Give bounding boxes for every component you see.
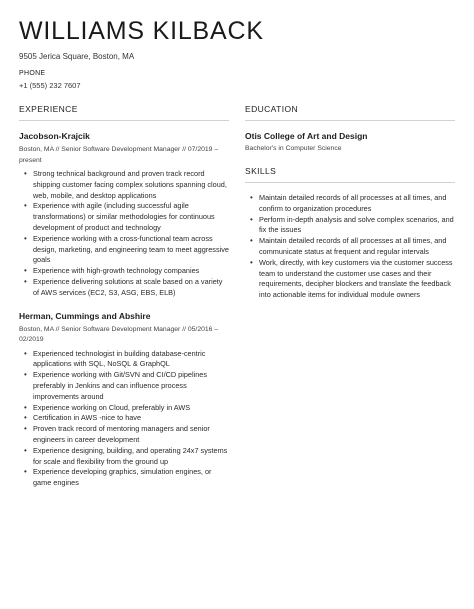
job-entry [19, 131, 229, 299]
list-item: • Strong technical background and proven track record shipping customer facing complex solutions spanning cloud, web, mobile, and desktop applications [19, 169, 229, 201]
list-item: • Experience with high-growth technology companies [19, 266, 229, 277]
education-heading: EDUCATION [245, 104, 455, 121]
education-degree: Bachelor's in Computer Science [245, 145, 342, 152]
list-item: • Experience delivering solutions at scale based on a variety of AWS services (EC2, S3, ASG, EBS, ELB) [19, 277, 229, 299]
job-company: Jacobson-Krajcik [19, 131, 90, 141]
list-item: • Experienced technologist in building database-centric applications with SQL, NoSQL & GraphQL [19, 349, 229, 371]
skills-list [245, 193, 455, 301]
job-entry [19, 311, 229, 489]
list-item: • Experience working on Cloud, preferably in AWS [19, 403, 229, 414]
list-item: • Certification in AWS -nice to have [19, 413, 229, 424]
job-meta: Boston, MA // Senior Software Development Manager // 05/2016 – 02/2019 [19, 325, 219, 344]
experience-heading: EXPERIENCE [19, 104, 229, 121]
job-company: Herman, Cummings and Abshire [19, 310, 151, 321]
resume-name: WILLIAMS KILBACK [19, 17, 264, 45]
skills-heading: SKILLS [245, 166, 455, 183]
education-school: Otis College of Art and Design [245, 131, 368, 141]
list-item: • Maintain detailed records of all processes at all times, and confirm to organization procedures [245, 193, 455, 215]
experience-column [19, 104, 229, 501]
list-item: • Experience working with a cross-functional team across design, marketing, and engineering team to meet aggressive goals [19, 234, 229, 266]
job-bullets [19, 169, 229, 299]
list-item: • Experience working with Git/SVN and CI/CD pipelines preferably in Jenkins and can influence process improvements around [19, 370, 229, 402]
phone-value: +1 (555) 232 7607 [19, 81, 81, 90]
list-item: • Maintain detailed records of all processes at all times, and communicate status at frequent and regular intervals [245, 236, 455, 258]
list-item: • Experience with agile (including successful agile transformations) or similar methodologies for continuous development of product and technology [19, 201, 229, 233]
list-item: • Work, directly, with key customers via the customer success team to understand the customer use cases and their requirements, decipher blockers and translate the feedback into actionable items for individual module owners [245, 258, 455, 301]
list-item: • Experience designing, building, and operating 24x7 systems for scale and flexibility from the ground up [19, 446, 229, 468]
phone-label: PHONE [19, 70, 46, 77]
list-item: • Perform in-depth analysis and solve complex scenarios, and fix the issues [245, 215, 455, 237]
education-skills-column [245, 104, 455, 301]
list-item: • Proven track record of mentoring managers and senior engineers in career development [19, 424, 229, 446]
list-item: • Experience developing graphics, simulation engines, or game engines [19, 467, 229, 489]
address: 9505 Jerica Square, Boston, MA [19, 52, 135, 61]
job-bullets [19, 349, 229, 489]
job-meta: Boston, MA // Senior Software Development Manager // 07/2019 – present [19, 146, 219, 164]
